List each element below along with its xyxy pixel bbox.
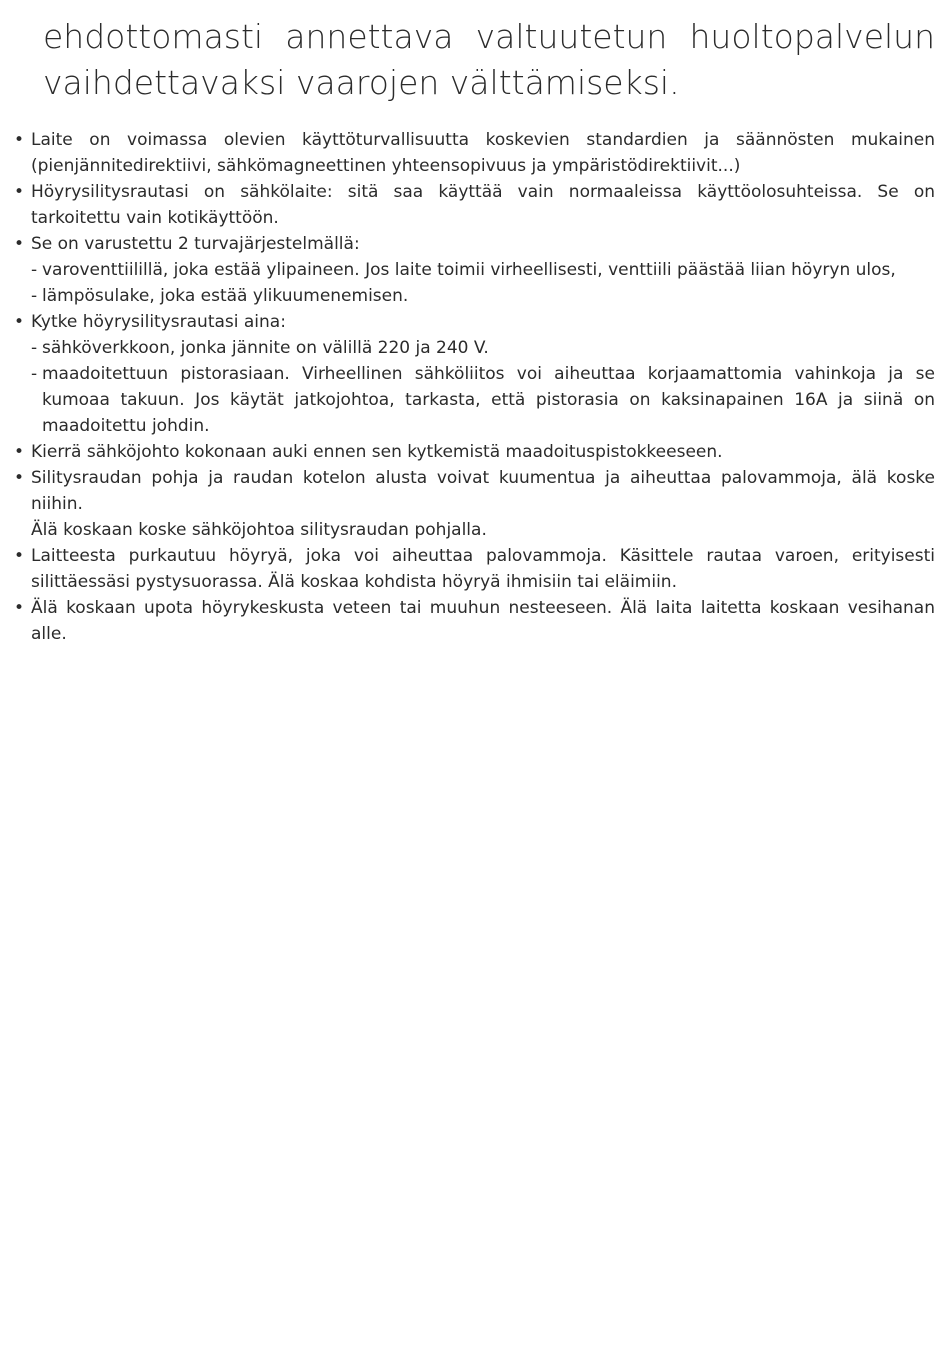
bullet-icon: • [14,468,25,488]
sub-item-text: maadoitettuun pistorasiaan. Virheellinen sähköliitos voi aiheuttaa korjaamattomia vahinkoja ja se [42,364,935,384]
intro-line: vaihdettavaksi vaarojen välttämiseksi. [43,63,680,102]
bullet-icon: • [14,234,25,254]
list-item-text: Älä koskaan upota höyrykeskusta veteen tai muuhun nesteeseen. Älä laita laitetta koskaan vesihanan [31,598,935,618]
sub-item-text: varoventtiilillä, joka estää ylipaineen. Jos laite toimii virheellisesti, venttiili päästää liian höyryn ulos, [42,260,896,280]
dash-icon: - [31,338,38,358]
list-item-text: Kytke höyrysilitysrautasi aina: [31,312,286,332]
intro-paragraph [43,14,935,106]
list-item-text: Laite on voimassa olevien käyttöturvallisuutta koskevien standardien ja säännösten mukainen [31,130,935,150]
bullet-icon: • [14,130,25,150]
list-item [14,439,935,465]
bullet-icon: • [14,442,25,462]
sub-item [31,257,935,283]
dash-icon: - [31,364,38,384]
list-item [14,179,935,231]
sub-item [31,335,935,361]
sub-item [31,361,935,439]
list-item-text: tarkoitettu vain kotikäyttöön. [31,208,279,228]
dash-icon: - [31,286,38,306]
sub-item-text: kumoaa takuun. Jos käytät jatkojohtoa, tarkasta, että pistorasia on kaksinapainen 16A ja siinä on [42,390,935,410]
intro-line: ehdottomasti annettava valtuutetun huoltopalvelun [43,17,935,56]
sub-item [31,283,935,309]
safety-instructions-list [14,127,935,647]
list-item-text: Kierrä sähköjohto kokonaan auki ennen sen kytkemistä maadoituspistokkeeseen. [31,442,723,462]
list-item [14,231,935,309]
list-item-text: Laitteesta purkautuu höyryä, joka voi aiheuttaa palovammoja. Käsittele rautaa varoen, erityisesti [31,546,935,566]
list-item-text: Älä koskaan koske sähköjohtoa silitysraudan pohjalla. [31,520,487,540]
bullet-icon: • [14,598,25,618]
sub-item-text: sähköverkkoon, jonka jännite on välillä 220 ja 240 V. [42,338,489,358]
list-item-text: niihin. [31,494,83,514]
list-item [14,543,935,595]
list-item-text: silittäessäsi pystysuorassa. Älä koskaa kohdista höyryä ihmisiin tai eläimiin. [31,572,677,592]
dash-icon: - [31,260,38,280]
list-item-text: alle. [31,624,67,644]
list-item-text: Höyrysilitysrautasi on sähkölaite: sitä saa käyttää vain normaaleissa käyttöolosuhteissa. Se on [31,182,935,202]
sub-item-text: lämpösulake, joka estää ylikuumenemisen. [42,286,409,306]
bullet-icon: • [14,182,25,202]
bullet-icon: • [14,312,25,332]
bullet-icon: • [14,546,25,566]
sub-item-text: maadoitettu johdin. [42,416,210,436]
list-item [14,309,935,439]
list-item-text: (pienjännitedirektiivi, sähkömagneettinen yhteensopivuus ja ympäristödirektiivit...) [31,156,741,176]
list-item-text: Se on varustettu 2 turvajärjestelmällä: [31,234,360,254]
list-item [14,465,935,543]
list-item-text: Silitysraudan pohja ja raudan kotelon alusta voivat kuumentua ja aiheuttaa palovammoja, älä koske [31,468,935,488]
list-item [14,127,935,179]
list-item [14,595,935,647]
